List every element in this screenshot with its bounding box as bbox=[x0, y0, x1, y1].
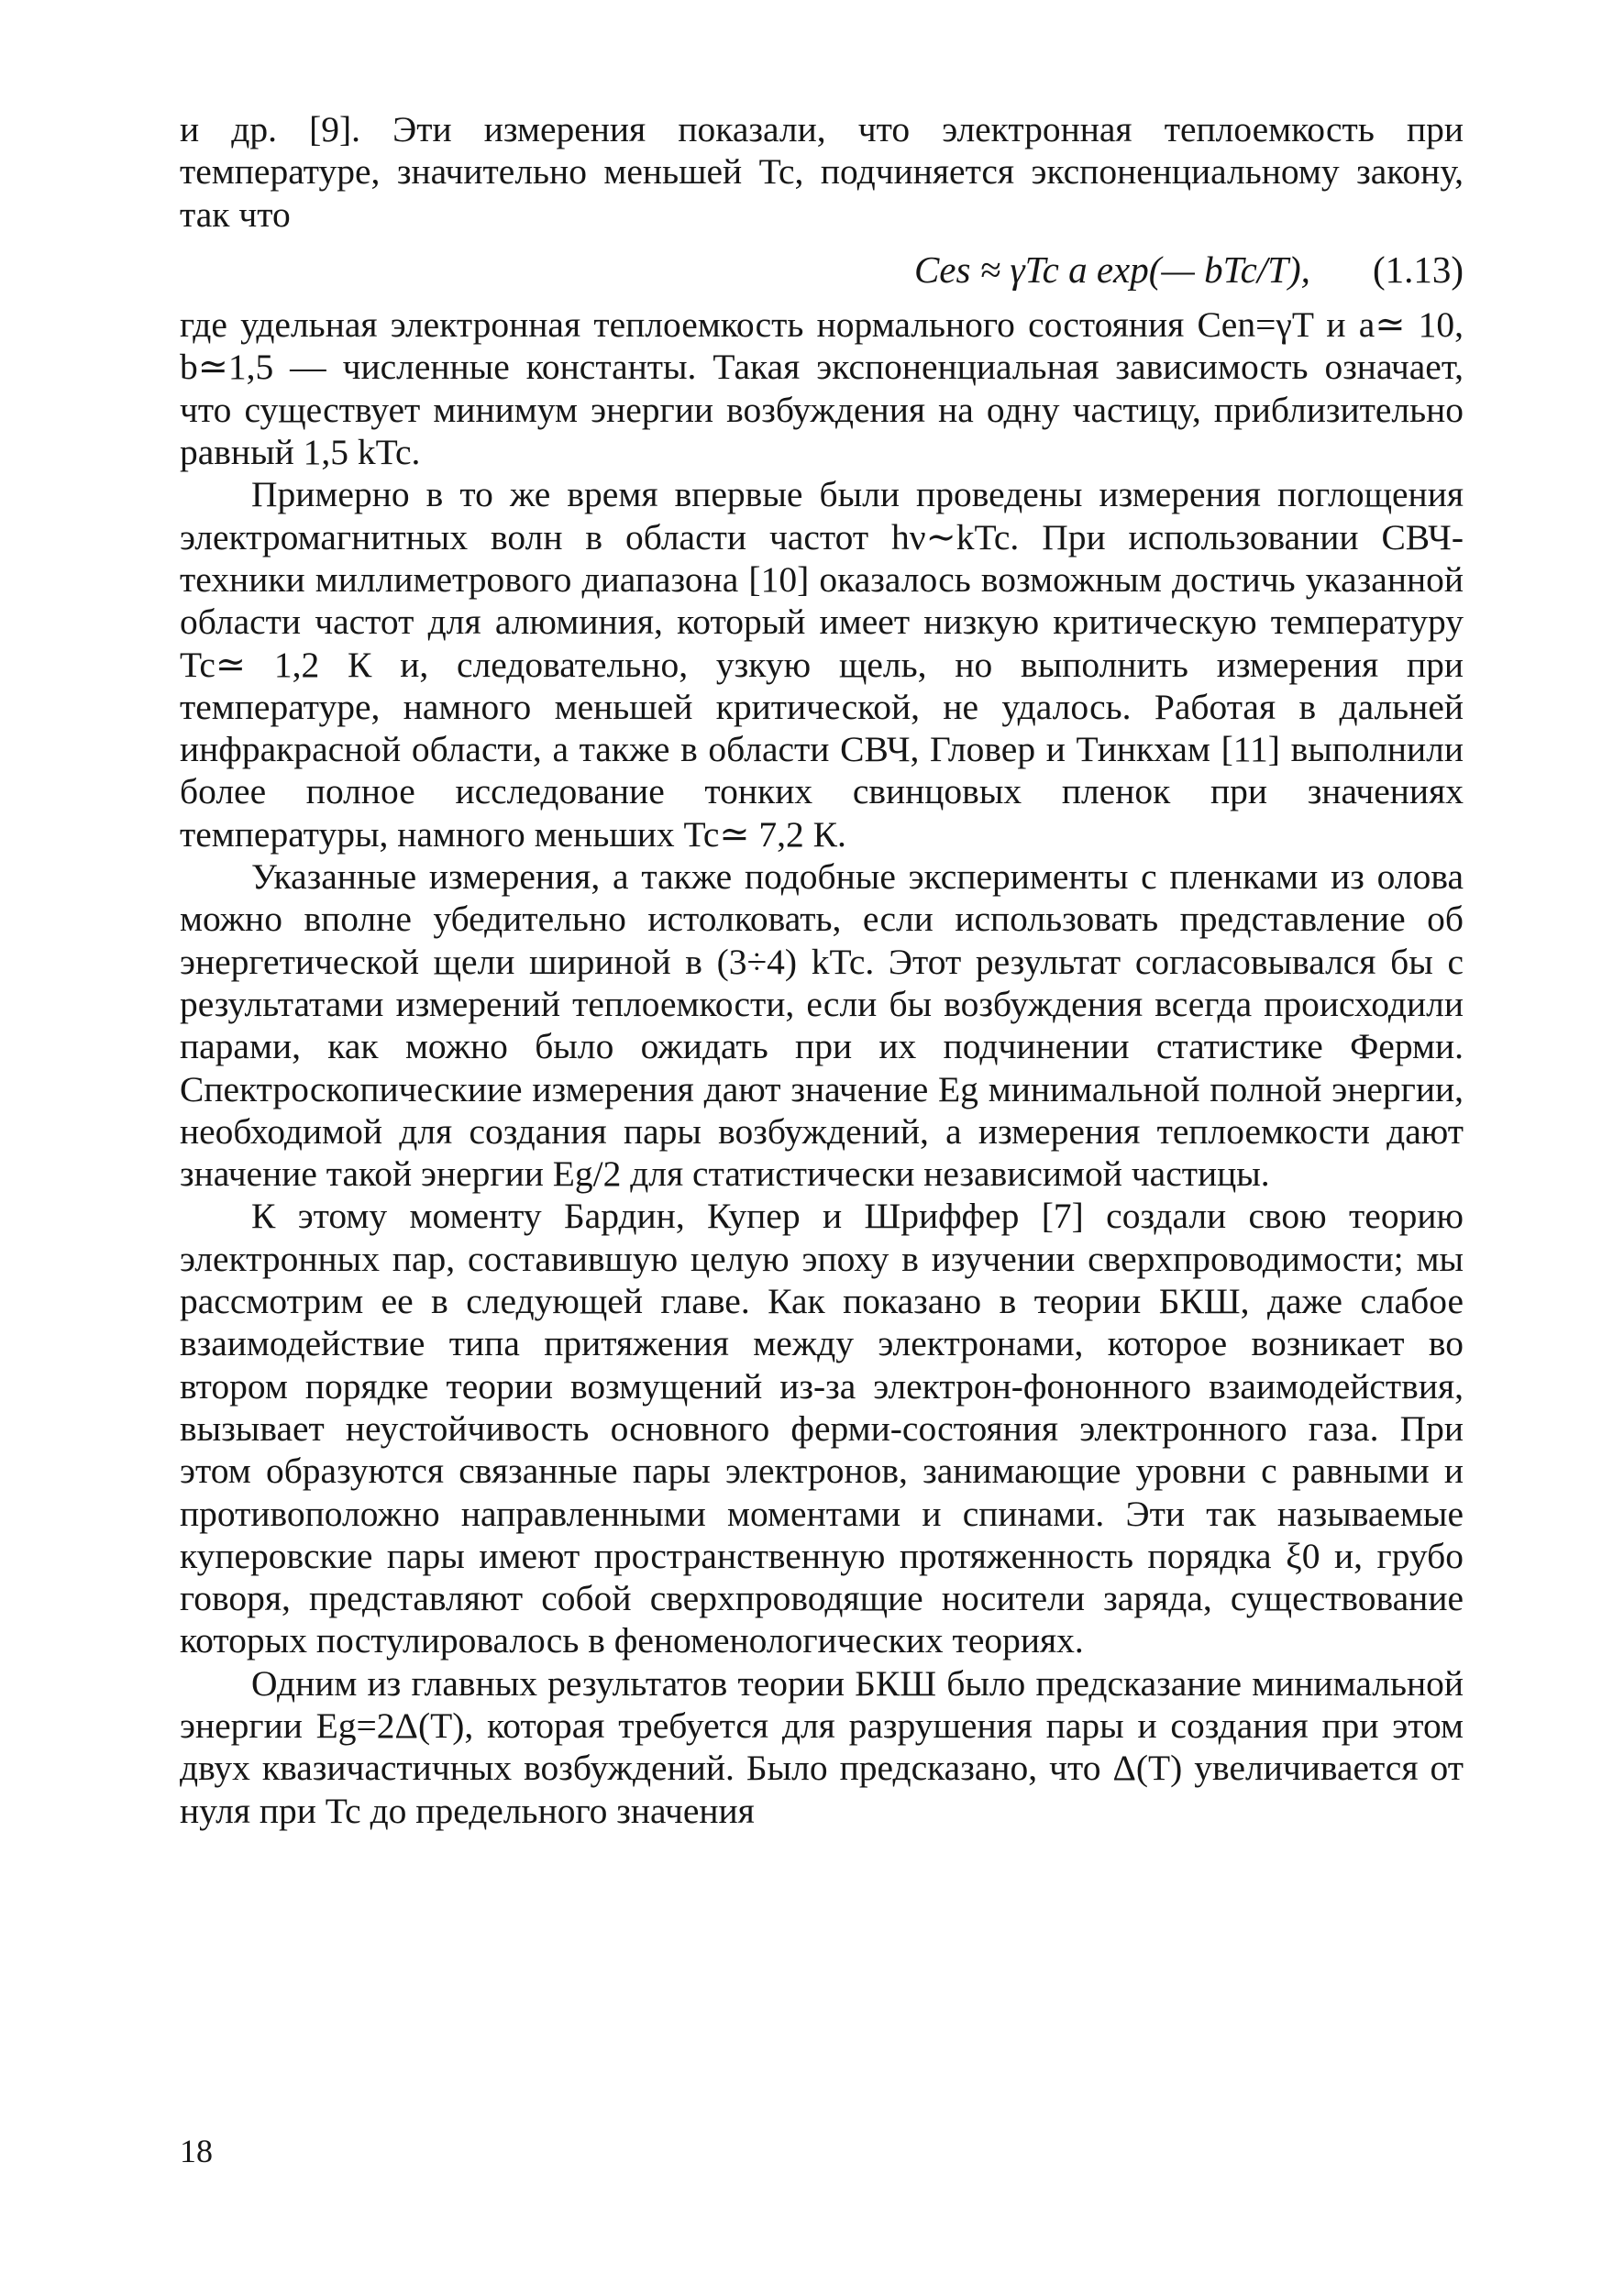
paragraph-5: К этому моменту Бардин, Купер и Шриффер [7] создали свою теорию электронных пар, составившую целую эпоху в изучении сверхпроводимости; мы рассмотрим ее в следующей главе. Как показано в теории БКШ, даже слабое взаимодействие типа притяжения между электронами, которое возникает во втором порядке теории возмущений из-за электрон-фононного взаимодействия, вызывает неустойчивость основного ферми-состояния электронного газа. При этом образуются связанные пары электронов, занимающие уровни с равными и противоположно направленными моментами и спинами. Эти так называемые куперовские пары имеют пространственную протяженность порядка ξ0 и, грубо говоря, представляют собой сверхпроводящие носители заряда, существование которых постулировалось в феноменологических теориях. bbox=[180, 1196, 1464, 1661]
paragraph-1: и др. [9]. Эти измерения показали, что электронная теплоемкость при температуре, значительно меньшей Tc, подчиняется экспоненциальному закону, так что bbox=[180, 109, 1464, 235]
paragraph-4: Указанные измерения, а также подобные эксперименты с пленками из олова можно вполне убедительно истолковать, если использовать представление об энергетической щели шириной в (3÷4) kTc. Этот результат согласовывался бы с результатами измерений теплоемкости, если бы возбуждения всегда происходили парами, как можно было ожидать при их подчинении статистике Ферми. Спектроскопическиие измерения дают значение Eg минимальной полной энергии, необходимой для создания пары возбуждений, а измерения теплоемкости дают значение такой энергии Eg/2 для статистически независимой частицы. bbox=[180, 856, 1464, 1195]
equation-formula: Ces ≈ γTc a exp(— bTc/T), bbox=[913, 248, 1310, 291]
page-body bbox=[180, 108, 1464, 1832]
equation-number: (1.13) bbox=[1372, 248, 1464, 291]
page-number: 18 bbox=[180, 2133, 213, 2169]
paragraph-6: Одним из главных результатов теории БКШ было предсказание минимальной энергии Eg=2Δ(T), которая требуется для разрушения пары и создания при этом двух квазичастичных возбуждений. Было предсказано, что Δ(T) увеличивается от нуля при Tc до предельного значения bbox=[180, 1662, 1464, 1831]
paragraph-3: Примерно в то же время впервые были проведены измерения поглощения электромагнитных волн в области частот hν∼kTc. При использовании СВЧ-техники миллиметрового диапазона [10] оказалось возможным достичь указанной области частот для алюминия, который имеет низкую критическую температуру Tc≃ 1,2 К и, следовательно, узкую щель, но выполнить измерения при температуре, намного меньшей критической, не удалось. Работая в дальней инфракрасной области, а также в области СВЧ, Гловер и Тинкхам [11] выполнили более полное исследование тонких свинцовых пленок при значениях температуры, намного меньших Tc≃ 7,2 К. bbox=[180, 474, 1464, 855]
paragraph-2: где удельная электронная теплоемкость нормального состояния Cen=γT и a≃ 10, b≃1,5 — численные константы. Такая экспоненциальная зависимость означает, что существует минимум энергии возбуждения на одну частицу, приблизительно равный 1,5 kTc. bbox=[180, 304, 1464, 473]
equation-1-13 bbox=[180, 248, 1464, 291]
